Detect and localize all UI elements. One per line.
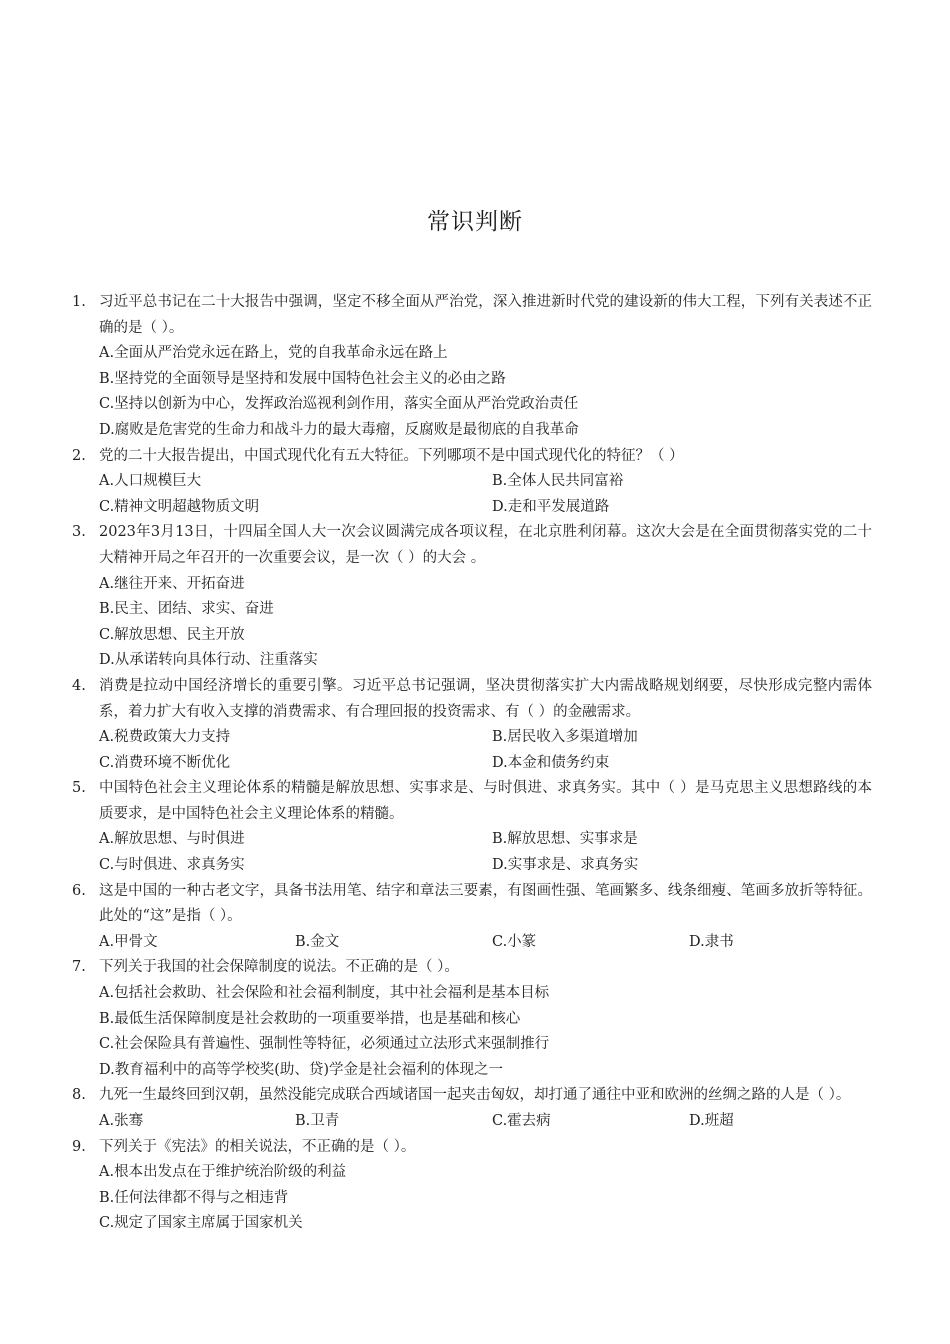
page-title: 常识判断 xyxy=(427,209,523,235)
option-b: B.解放思想、实事求是 xyxy=(492,831,638,848)
question-number: 1. xyxy=(72,294,86,310)
option-b: B.金文 xyxy=(295,933,340,950)
question-8 xyxy=(72,1083,872,1134)
question-stem xyxy=(72,879,872,930)
option-a: A.解放思想、与时俱进 xyxy=(99,831,245,848)
option-list xyxy=(72,725,872,776)
question-text: 九死一生最终回到汉朝，虽然没能完成联合西域诸国一起夹击匈奴，却打通了通往中亚和欧洲的丝绸之路的人是（ ）。 xyxy=(99,1087,851,1104)
question-list xyxy=(72,290,872,1237)
question-number: 9. xyxy=(72,1138,86,1155)
option-c: C.精神文明超越物质文明 xyxy=(99,498,260,515)
option-b: B.全体人民共同富裕 xyxy=(492,473,624,490)
option-d: D.隶书 xyxy=(689,933,734,950)
question-4 xyxy=(72,674,872,776)
option-c: C.规定了国家主席属于国家机关 xyxy=(99,1215,303,1232)
option-c: C.解放思想、民主开放 xyxy=(99,626,245,643)
option-list xyxy=(72,827,872,878)
question-6 xyxy=(72,879,872,956)
question-number: 8. xyxy=(72,1087,86,1104)
question-number: 7. xyxy=(72,959,86,976)
question-stem xyxy=(72,955,872,981)
option-list xyxy=(72,572,872,674)
question-text: 下列关于我国的社会保障制度的说法。不正确的是（ ）。 xyxy=(99,959,459,976)
option-a: A.税费政策大力支持 xyxy=(99,729,231,746)
option-d: D.班超 xyxy=(689,1113,734,1129)
option-b: B.最低生活保障制度是社会救助的一项重要举措，也是基础和核心 xyxy=(99,1010,521,1027)
question-number: 4. xyxy=(72,677,86,694)
option-d: D.走和平发展道路 xyxy=(492,498,610,515)
option-d: D.实事求是、求真务实 xyxy=(492,857,639,874)
option-d: D.教育福利中的高等学校奖(助、贷)学金是社会福利的体现之一 xyxy=(99,1061,504,1078)
question-number: 2. xyxy=(72,447,86,464)
option-list xyxy=(72,930,872,956)
question-stem xyxy=(72,1083,872,1109)
option-b: B.卫青 xyxy=(295,1113,340,1129)
question-text: 这是中国的一种古老文字，具备书法用笔、结字和章法三要素，有图画性强、笔画繁多、线条细瘦、笔画多放折等特征。此处的“这”是指（ ）。 xyxy=(99,882,872,925)
option-c: C.消费环境不断优化 xyxy=(99,754,231,771)
question-text: 下列关于《宪法》的相关说法，不正确的是（ ）。 xyxy=(99,1138,416,1155)
option-c: C.社会保险具有普遍性、强制性等特征，必须通过立法形式来强制推行 xyxy=(99,1036,550,1053)
option-list xyxy=(72,981,872,1083)
option-list xyxy=(72,1160,872,1237)
option-c: C.与时俱进、求真务实 xyxy=(99,857,245,874)
question-1 xyxy=(72,290,872,444)
option-a: A.张骞 xyxy=(99,1113,144,1129)
question-7 xyxy=(72,955,872,1083)
option-a: A.全面从严治党永远在路上，党的自我革命永远在路上 xyxy=(99,345,448,362)
option-list xyxy=(72,469,872,520)
option-a: A.根本出发点在于维护统治阶级的利益 xyxy=(99,1164,347,1181)
question-2 xyxy=(72,444,872,521)
question-number: 6. xyxy=(72,882,86,899)
question-stem xyxy=(72,290,872,341)
option-d: D.腐败是危害党的生命力和战斗力的最大毒瘤，反腐败是最彻底的自我革命 xyxy=(99,421,579,438)
question-stem xyxy=(72,520,872,571)
option-list xyxy=(72,1109,872,1135)
question-9 xyxy=(72,1135,872,1237)
option-c: C.霍去病 xyxy=(492,1113,551,1129)
question-stem xyxy=(72,444,872,470)
question-text: 习近平总书记在二十大报告中强调，坚定不移全面从严治党，深入推进新时代党的建设新的伟大工程，下列有关表述不正确的是（ ）。 xyxy=(99,294,872,336)
question-text: 中国特色社会主义理论体系的精髓是解放思想、实事求是、与时俱进、求真务实。其中（ ）是马克思主义思想路线的本质要求，是中国特色社会主义理论体系的精髓。 xyxy=(99,780,872,822)
option-a: A.甲骨文 xyxy=(99,933,158,950)
option-c: C.坚持以创新为中心，发挥政治巡视利剑作用，落实全面从严治党政治责任 xyxy=(99,396,579,413)
question-text: 2023年3月13日，十四届全国人大一次会议圆满完成各项议程，在北京胜利闭幕。这次大会是在全面贯彻落实党的二十大精神开局之年召开的一次重要会议，是一次（ ）的大会 。 xyxy=(99,524,872,566)
option-d: D.本金和债务约束 xyxy=(492,754,610,771)
question-text: 消费是拉动中国经济增长的重要引擎。习近平总书记强调，坚决贯彻落实扩大内需战略规划纲要，尽快形成完整内需体系，着力扩大有收入支撑的消费需求、有合理回报的投资需求、有（ ）的金融需求。 xyxy=(99,677,872,720)
option-a: A.继往开来、开拓奋进 xyxy=(99,575,245,592)
question-number: 3. xyxy=(72,524,86,541)
question-text: 党的二十大报告提出，中国式现代化有五大特征。下列哪项不是中国式现代化的特征？（ ） xyxy=(99,447,684,464)
option-a: A.包括社会救助、社会保险和社会福利制度，其中社会福利是基本目标 xyxy=(99,985,550,1002)
option-c: C.小篆 xyxy=(492,933,537,950)
option-list xyxy=(72,341,872,443)
question-stem xyxy=(72,1135,872,1161)
question-stem xyxy=(72,674,872,725)
question-3 xyxy=(72,520,872,674)
option-d: D.从承诺转向具体行动、注重落实 xyxy=(99,652,318,669)
question-stem xyxy=(72,776,872,827)
question-5 xyxy=(72,776,872,878)
option-b: B.民主、团结、求实、奋进 xyxy=(99,601,274,618)
option-b: B.任何法律都不得与之相违背 xyxy=(99,1189,289,1206)
option-b: B.坚持党的全面领导是坚持和发展中国特色社会主义的必由之路 xyxy=(99,370,506,387)
option-a: A.人口规模巨大 xyxy=(99,473,202,490)
option-b: B.居民收入多渠道增加 xyxy=(492,729,638,746)
question-number: 5. xyxy=(72,780,86,797)
